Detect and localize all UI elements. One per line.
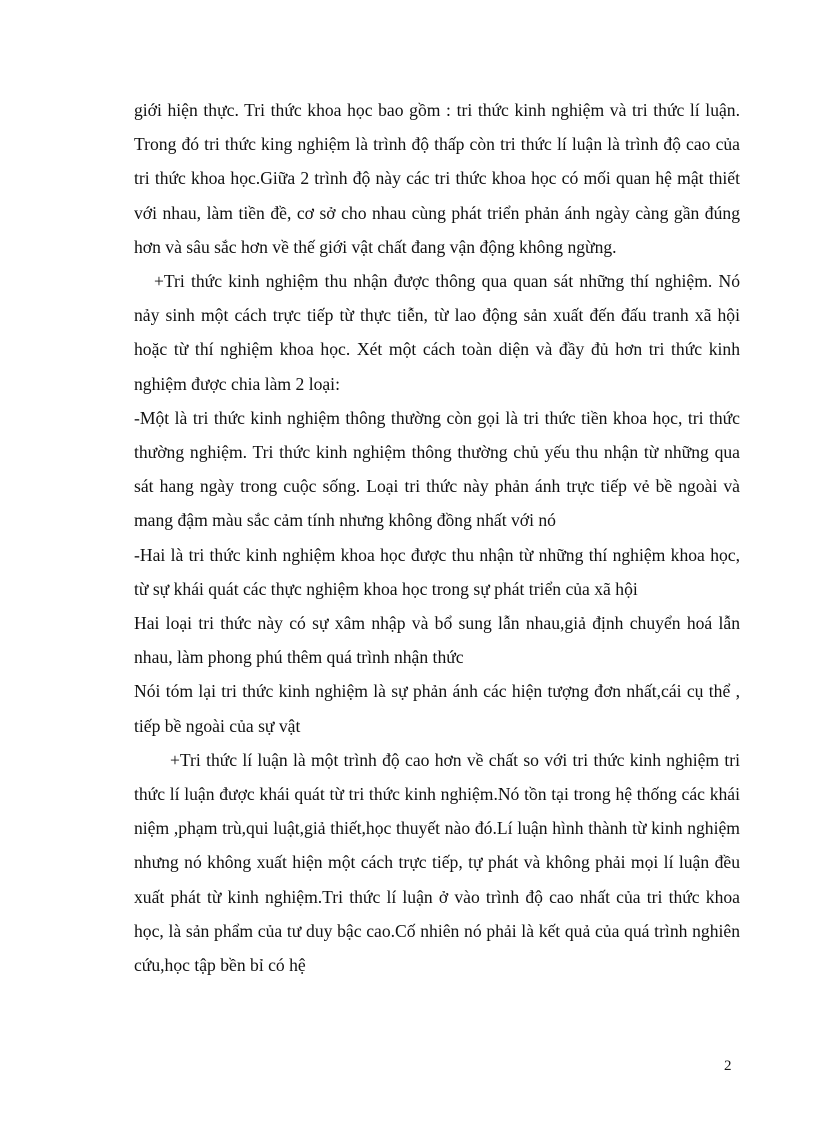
paragraph-theoretical-knowledge: +Tri thức lí luận là một trình độ cao hơn về chất so với tri thức kinh nghiệm tri thức lí luận được khái quát từ tri thức kinh nghiệm.Nó tồn tại trong hệ thống các khái niệm ,phạm trù,qui luật,giả thiết,học thuyết nào đó.Lí luận hình thành từ kinh nghiệm nhưng nó không xuất hiện một cách trực tiếp, tự phát và không phải mọi lí luận đều xuất phát từ kinh nghiệm.Tri thức lí luận ở vào trình độ cao nhất của tri thức khoa học, là sản phẩm của tư duy bậc cao.Cố nhiên nó phải là kết quả của quá trình nghiên cứu,học tập bền bỉ có hệ [134,749,740,976]
paragraph-summary: Nói tóm lại tri thức kinh nghiệm là sự phản ánh các hiện tượng đơn nhất,cái cụ thể , tiếp bề ngoài của sự vật [134,681,740,736]
paragraph-experiential-knowledge: +Tri thức kinh nghiệm thu nhận được thông qua quan sát những thí nghiệm. Nó nảy sinh một cách trực tiếp từ thực tiễn, từ lao động sản xuất đến đấu tranh xã hội hoặc từ thí nghiệm khoa học. Xét một cách toàn diện và đầy đủ hơn tri thức kinh nghiệm được chia làm 2 loại: [134,271,740,394]
paragraph-interrelation: Hai loại tri thức này có sự xâm nhập và bổ sung lẫn nhau,giả định chuyển hoá lẫn nhau, làm phong phú thêm quá trình nhận thức [134,613,740,668]
paragraph-type-one: -Một là tri thức kinh nghiệm thông thường còn gọi là tri thức tiền khoa học, tri thức thường nghiệm. Tri thức kinh nghiệm thông thường chủ yếu thu nhận từ những qua sát hang ngày trong cuộc sống. Loại tri thức này phản ánh trực tiếp vẻ bề ngoài và mang đậm màu sắc cảm tính nhưng không đồng nhất với nó [134,407,740,531]
page-number: 2 [724,1058,732,1074]
paragraph-type-two: -Hai là tri thức kinh nghiệm khoa học được thu nhận từ những thí nghiệm khoa học, từ sự khái quát các thực nghiệm khoa học trong sự phát triển của xã hội [134,544,740,599]
body-text [134,93,740,982]
paragraph-intro: giới hiện thực. Tri thức khoa học bao gồm : tri thức kinh nghiệm và tri thức lí luận. Trong đó tri thức king nghiệm là trình độ thấp còn tri thức lí luận là trình độ cao của tri thức khoa học.Giữa 2 trình độ này các tri thức khoa học có mối quan hệ mật thiết với nhau, làm tiền đề, cơ sở cho nhau cùng phát triển phản ánh ngày càng gần đúng hơn và sâu sắc hơn về thế giới vật chất đang vận động không ngừng. [134,100,740,257]
